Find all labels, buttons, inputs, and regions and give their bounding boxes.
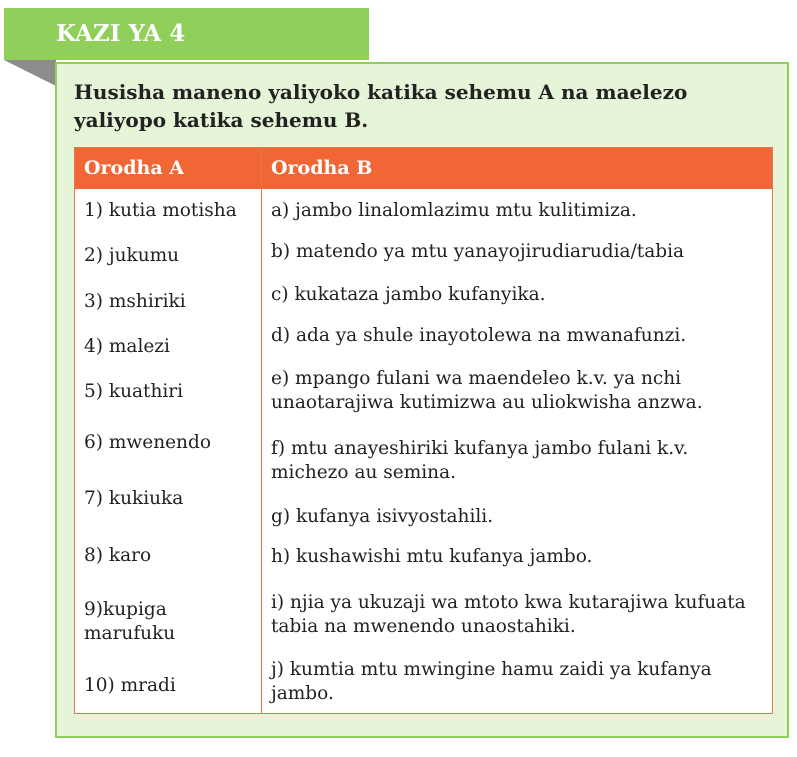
list-a-item: 7) kukiuka [84,488,184,509]
list-b-item: c) kukataza jambo kufanyika. [271,284,546,305]
column-header-b: Orodha B [271,157,373,179]
column-divider [261,148,262,713]
list-a-item: 10) mradi [84,675,176,696]
list-b-item: d) ada ya shule inayotolewa na mwanafunzi. [271,325,687,346]
list-a-item: 6) mwenendo [84,432,211,453]
list-a-item: 2) jukumu [84,245,180,266]
table-header [75,148,772,189]
list-a-item: 4) malezi [84,336,170,357]
column-header-a: Orodha A [84,157,185,179]
list-a-item: 8) karo [84,545,152,566]
activity-card [55,62,789,738]
list-a-item: 9)kupiga marufuku [84,599,176,644]
list-a-item: 3) mshiriki [84,291,186,312]
list-b-item: f) mtu anayeshiriki kufanya jambo fulani k.v. michezo au semina. [271,438,689,483]
list-b-item: b) matendo ya mtu yanayojirudiarudia/tabia [271,241,685,262]
matching-table [74,147,773,714]
list-b-item: g) kufanya isivyostahili. [271,506,494,527]
list-b-item: a) jambo linalomlazimu mtu kulitimiza. [271,200,637,221]
tab-fold-decoration [4,60,56,86]
list-b-item: j) kumtia mtu mwingine hamu zaidi ya kufanya jambo. [271,659,712,704]
activity-title: KAZI YA 4 [56,20,186,47]
list-b-item: i) njia ya ukuzaji wa mtoto kwa kutarajiwa kufuata tabia na mwenendo unaostahiki. [271,592,746,637]
list-b-item: h) kushawishi mtu kufanya jambo. [271,546,593,567]
list-a-item: 5) kuathiri [84,381,184,402]
activity-title-tab [4,8,369,60]
instruction-text: Husisha maneno yaliyoko katika sehemu A na maelezo yaliyopo katika sehemu B. [74,80,688,132]
list-b-item: e) mpango fulani wa maendeleo k.v. ya nchi unaotarajiwa kutimizwa au uliokwisha anzwa. [271,368,703,413]
list-a-item: 1) kutia motisha [84,200,237,221]
